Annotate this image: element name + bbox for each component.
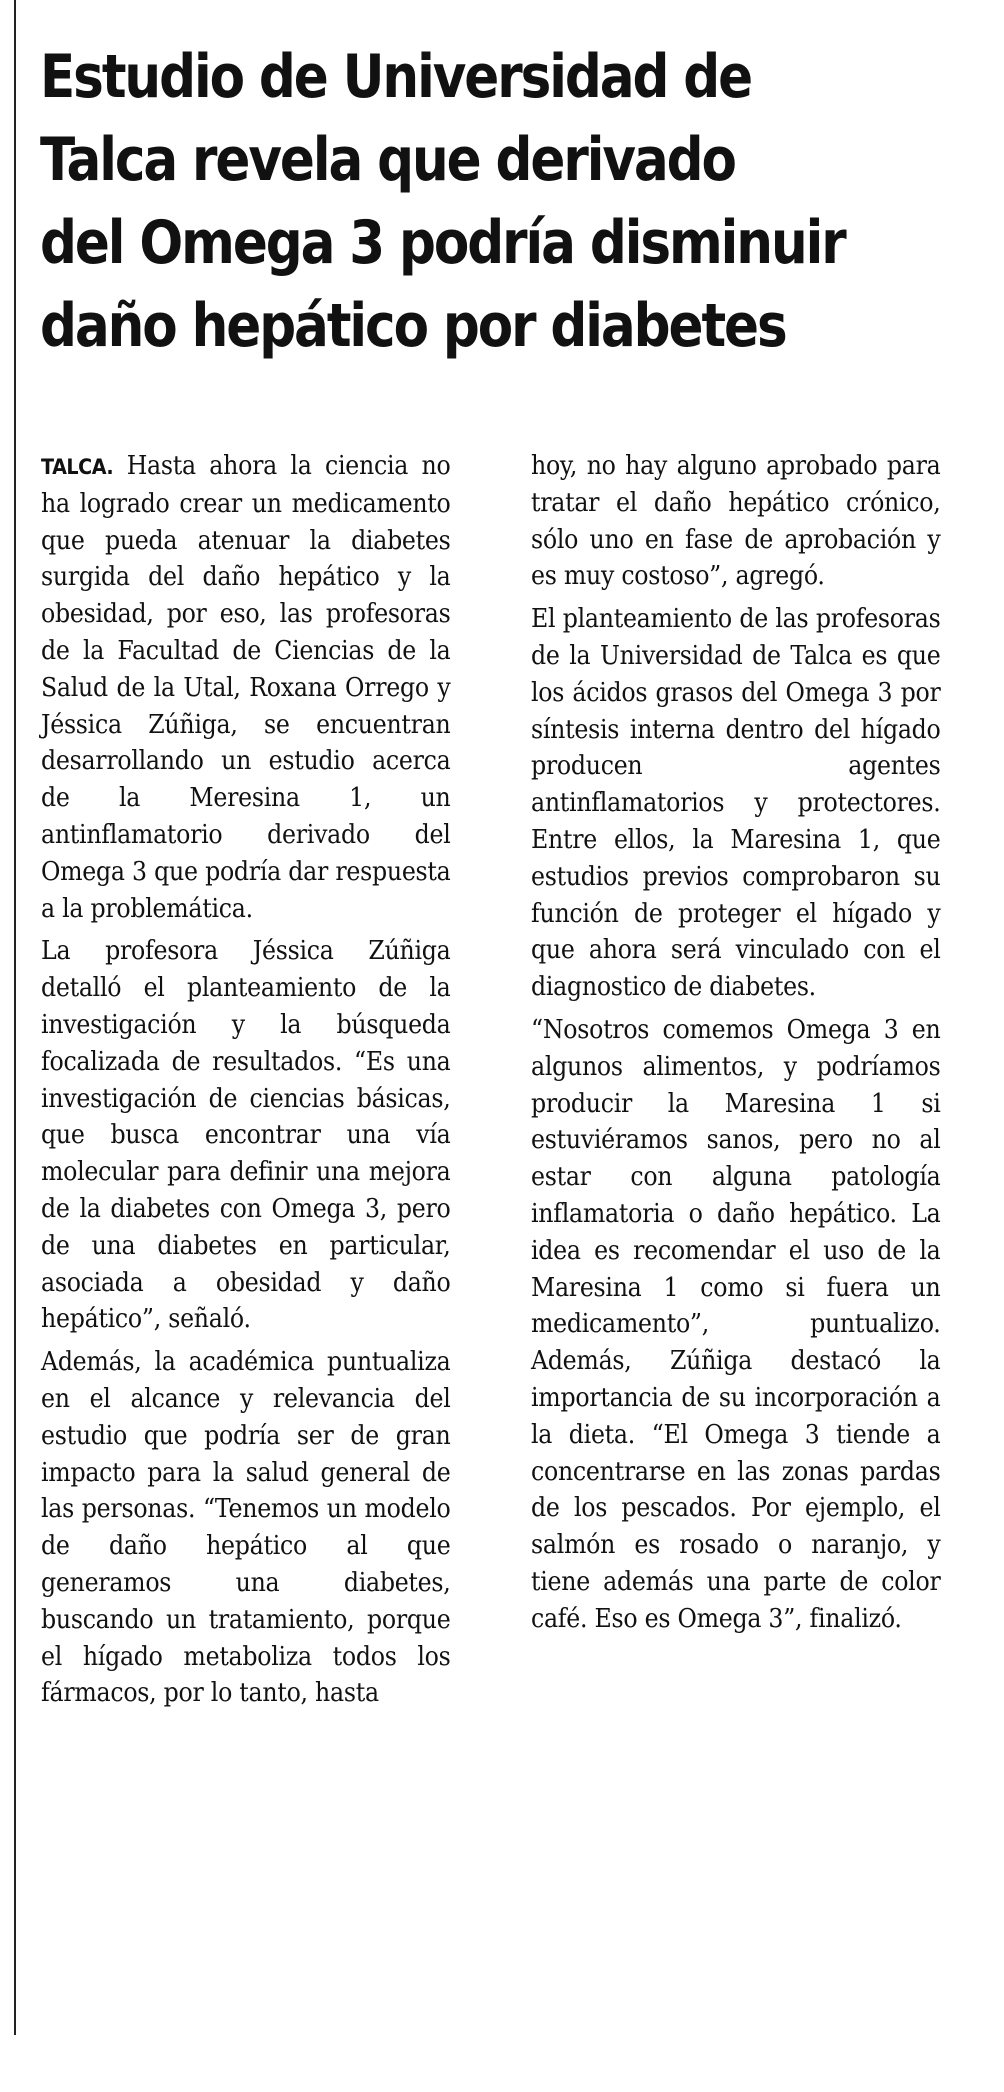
paragraph: Además, la académica puntualiza en el alcance y relevancia del estudio que podría ser de gran impacto para la salud general de las personas. “Tenemos un modelo de daño hepático al que generamos una diabetes, buscando un tratamiento, porque el hígado metaboliza todos los fármacos, por lo tanto, hasta — [41, 1347, 451, 1709]
paragraph: hoy, no hay alguno aprobado para tratar el daño hepático crónico, sólo uno en fase de aprobación y es muy costoso”, agregó. — [531, 451, 941, 592]
headline-line-1: Estudio de Universidad de — [40, 42, 752, 112]
paragraph: El planteamiento de las profesoras de la Universidad de Talca es que los ácidos grasos del Omega 3 por síntesis interna dentro del hígado producen agentes antinflamatorios y protectores. Entre ellos, la Maresina 1, que estudios previos comprobaron su función de proteger el hígado y que ahora será vinculado con el diagnostico de diabetes. — [531, 604, 941, 1003]
headline-line-2: Talca revela que derivado — [40, 125, 735, 195]
headline-line-3: del Omega 3 podría disminuir — [40, 208, 845, 278]
article-column-right — [531, 448, 941, 1644]
article-headline — [40, 36, 848, 368]
paragraph: La profesora Jéssica Zúñiga detalló el planteamiento de la investigación y la búsqueda focalizada de resultados. “Es una investigación de ciencias básicas, que busca encontrar una vía molecular para definir una mejora de la diabetes con Omega 3, pero de una diabetes en particular, asociada a obesidad y daño hepático”, señaló. — [41, 936, 451, 1335]
article-column-left — [41, 448, 451, 1718]
paragraph — [41, 448, 451, 927]
left-border-rule — [14, 0, 16, 2035]
headline-line-4: daño hepático por diabetes — [40, 291, 786, 361]
paragraph: “Nosotros comemos Omega 3 en algunos alimentos, y podríamos producir la Maresina 1 si estuviéramos sanos, pero no al estar con alguna patología inflamatoria o daño hepático. La idea es recomendar el uso de la Maresina 1 como si fuera un medicamento”, puntualizo. Además, Zúñiga destacó la importancia de su incorporación a la dieta. “El Omega 3 tiende a concentrarse en las zonas pardas de los pescados. Por ejemplo, el salmón es rosado o naranjo, y tiene además una parte de color café. Eso es Omega 3”, finalizó. — [531, 1014, 941, 1634]
paragraph-text: Hasta ahora la ciencia no ha logrado crear un medicamento que pueda atenuar la diabetes surgida del daño hepático y la obesidad, por eso, las profesoras de la Facultad de Ciencias de la Salud de la Utal, Roxana Orrego y Jéssica Zúñiga, se encuentran desarrollando un estudio acerca de la Meresina 1, un antinflamatorio derivado del Omega 3 que podría dar respuesta a la problemática. — [41, 451, 451, 924]
dateline: TALCA. — [41, 455, 114, 479]
